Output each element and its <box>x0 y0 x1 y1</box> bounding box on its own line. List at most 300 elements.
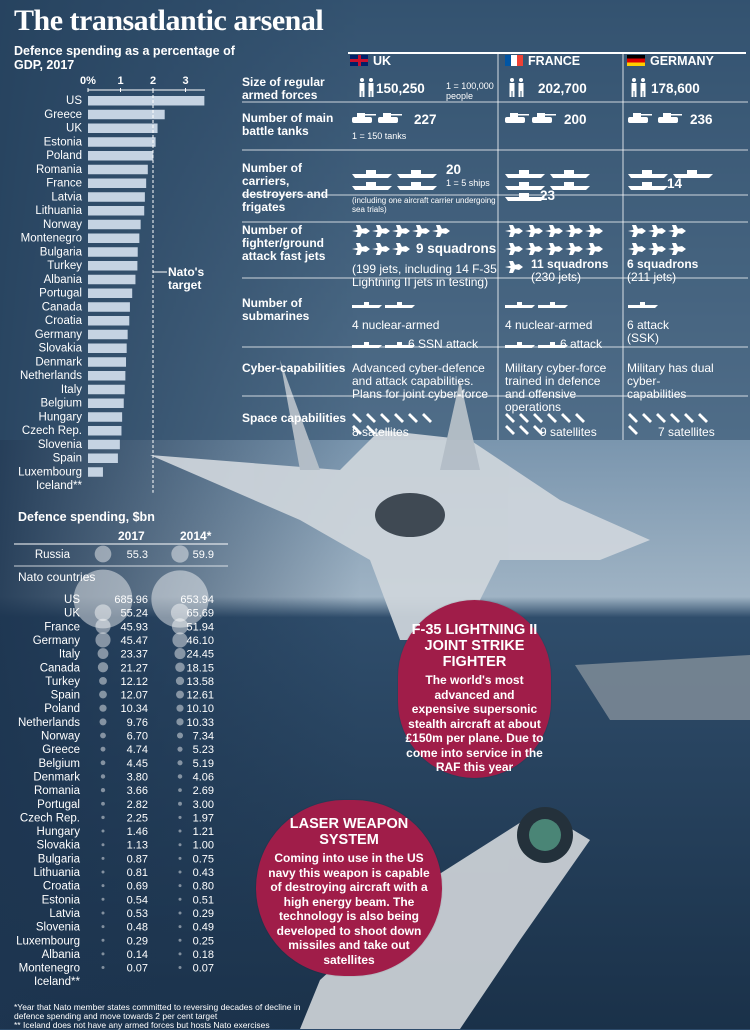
tank-icon <box>658 113 682 123</box>
spend-country: Turkey <box>45 675 80 688</box>
ship-deck <box>366 170 376 174</box>
soldier-leg <box>522 91 524 97</box>
spend-value-2017: 0.07 <box>126 962 148 975</box>
de-subs-a: 6 attack <box>627 318 670 332</box>
spend-value-2014: 13.58 <box>186 675 214 688</box>
jet-icon <box>372 243 390 255</box>
spend-value-2014: 12.61 <box>186 689 214 702</box>
gdp-bar <box>88 192 145 202</box>
spend-table-row <box>42 949 214 961</box>
uk-forces: 150,250 <box>376 81 425 96</box>
de-space: 7 satellites <box>658 425 715 439</box>
ship-icon <box>628 170 668 178</box>
laser-title: LASER WEAPON SYSTEM <box>289 816 409 848</box>
ship-hull <box>505 174 545 178</box>
jet-icon <box>545 225 563 237</box>
ship-deck <box>642 170 652 174</box>
soldier-body <box>360 83 365 91</box>
ship-deck <box>642 182 652 186</box>
spend-value-2014: 0.18 <box>192 948 214 961</box>
submarine-icon <box>352 342 382 348</box>
submarine-icon <box>628 302 658 308</box>
gdp-bar <box>88 302 130 312</box>
spend-country: Albania <box>41 948 80 961</box>
spend-country: Slovakia <box>36 839 80 852</box>
soldier-body <box>641 83 646 91</box>
jet-icon <box>648 243 666 255</box>
gdp-bar <box>88 234 139 244</box>
spend-bubble-2014 <box>178 802 182 806</box>
spend-bubble-2014 <box>179 857 182 860</box>
spend-value-2017: 1.46 <box>126 826 148 839</box>
spend-table-row <box>59 649 214 661</box>
spend-bubble-2017 <box>101 788 105 792</box>
ship-icon <box>352 170 392 178</box>
jet-icon <box>412 225 430 237</box>
spend-country: Montenegro <box>18 962 80 975</box>
spend-country: Norway <box>41 730 80 743</box>
gdp-x-tick: 0% <box>80 75 96 87</box>
gdp-category-label: Spain <box>52 452 82 465</box>
gdp-category-label: Netherlands <box>19 370 82 382</box>
spend-value-2014: 10.33 <box>186 716 214 729</box>
spend-bubble-2017 <box>102 857 105 860</box>
spend-value-2014: 5.23 <box>192 744 214 757</box>
jet-icon <box>648 225 666 237</box>
label-ships: Number of carriers, destroyers and frigates <box>242 161 329 214</box>
soldier-head <box>632 78 636 82</box>
spend-value-2017: 0.87 <box>126 853 148 866</box>
soldier-head <box>510 78 514 82</box>
soldier-leg <box>641 91 643 97</box>
gdp-bar <box>88 151 153 161</box>
spend-country: Netherlands <box>17 716 80 729</box>
gdp-category-label: Iceland** <box>35 480 82 492</box>
gdp-bar <box>88 454 118 464</box>
fr-subs-b: 6 attack <box>560 337 603 351</box>
satellite-icon <box>380 413 390 423</box>
ship-hull <box>505 186 545 190</box>
soldier-head <box>641 78 645 82</box>
spend-bubble-2017 <box>99 691 107 699</box>
tank-turret <box>663 113 671 117</box>
ship-icon <box>397 170 437 178</box>
spend-bubble-2014 <box>178 788 182 792</box>
jet-icon <box>392 225 410 237</box>
uk-cyber: Advanced cyber-defence and attack capabilities. Plans for joint cyber-force <box>352 361 489 401</box>
ship-deck <box>564 182 574 186</box>
spend-bubble-2017 <box>102 966 105 969</box>
spend-bubble-2014 <box>172 632 187 647</box>
spend-country: Iceland** <box>33 976 80 989</box>
gdp-category-label: France <box>46 177 82 190</box>
tank-icon <box>628 113 652 123</box>
jet-icon <box>628 225 646 237</box>
gdp-category-label: Albania <box>43 273 82 286</box>
ship-deck <box>411 170 421 174</box>
tank-body <box>628 117 648 123</box>
russia-bubble-2017 <box>95 546 112 563</box>
spend-bubble-2014 <box>178 774 183 779</box>
spend-value-2017: 3.66 <box>126 785 148 798</box>
gdp-category-label: Germany <box>34 328 82 341</box>
spend-table-row <box>33 867 214 879</box>
spend-table-row <box>37 826 214 838</box>
spend-country: Croatia <box>42 880 80 893</box>
soldier-leg <box>632 91 634 97</box>
spending-table <box>0 540 240 1000</box>
ship-icon <box>550 170 590 178</box>
tank-turret <box>537 113 545 117</box>
soldier-leg <box>372 91 374 97</box>
spend-bubble-2014 <box>177 747 182 752</box>
ships-key: 1 = 5 ships <box>446 178 490 188</box>
spend-bubble-2017 <box>98 648 109 659</box>
spend-table-row <box>19 963 214 975</box>
spend-bubble-2014 <box>179 830 182 833</box>
jet-icon <box>628 243 646 255</box>
uk-ships-note: (including one aircraft carrier undergoing sea trials) <box>352 196 496 214</box>
spend-bubble-2017 <box>102 843 105 846</box>
soldier-leg <box>369 91 371 97</box>
spend-value-2017: 6.70 <box>126 730 148 743</box>
spend-value-2014: 0.29 <box>192 907 214 920</box>
spend-country: Bulgaria <box>37 853 80 866</box>
jet-icon <box>585 225 603 237</box>
satellite-icon <box>422 413 432 423</box>
spend-bubble-2017 <box>99 677 107 685</box>
tank-body <box>505 117 525 123</box>
label-armed-forces: Size of regular armed forces <box>242 75 325 102</box>
f35-callout <box>398 600 551 778</box>
satellite-icon <box>698 413 708 423</box>
spend-bubble-2014 <box>175 662 185 672</box>
gdp-bar <box>88 316 129 326</box>
spend-bubble-2017 <box>102 884 105 887</box>
footnote-2: ** Iceland does not have any armed forces but hosts Nato exercises <box>14 1020 270 1030</box>
spend-bubble-2017 <box>95 632 110 647</box>
gdp-bar <box>88 96 204 106</box>
fr-tanks: 200 <box>564 112 587 127</box>
germany-label: GERMANY <box>650 54 714 68</box>
spend-table-row <box>16 935 214 947</box>
footnotes <box>14 1003 304 1030</box>
jet-icon <box>668 225 686 237</box>
gdp-bar <box>88 371 125 381</box>
jet-icon <box>372 225 390 237</box>
tank-turret <box>510 113 518 117</box>
laser-text: Coming into use in the US navy this weapon is capable of destroying aircraft with a high energy beam. The technology is also being developed to shoot down missiles and take out satellites <box>268 851 430 967</box>
spend-bubble-2014 <box>177 760 182 765</box>
gdp-x-tick: 1 <box>117 75 124 87</box>
gdp-bar <box>88 289 132 299</box>
de-jets-squadrons: 6 squadrons <box>627 257 699 271</box>
spend-table-row <box>37 799 214 811</box>
satellite-icon <box>519 425 529 435</box>
gdp-category-label: Bulgaria <box>39 246 82 259</box>
label-cyber: Cyber-capabilities <box>242 361 346 375</box>
spend-bubble-2017 <box>102 925 105 928</box>
spend-bubble-2014 <box>176 705 183 712</box>
ship-hull <box>397 186 437 190</box>
spend-bubble-2014 <box>176 677 184 685</box>
ship-icon <box>352 182 392 190</box>
ship-icon <box>628 182 668 190</box>
gdp-category-label: Czech Rep. <box>21 425 82 437</box>
ship-icon <box>550 182 590 190</box>
gdp-chart-heading: Defence spending as a percentage of GDP, 2017 <box>14 44 235 72</box>
spend-bubble-2014 <box>177 732 183 738</box>
spend-value-2017: 55.24 <box>120 607 148 620</box>
spend-value-2017: 0.53 <box>126 907 148 920</box>
tank-gun <box>518 114 529 116</box>
spend-bubble-2017 <box>100 733 106 739</box>
gdp-bar <box>88 124 158 134</box>
spend-country: Greece <box>42 744 80 757</box>
satellite-icon <box>519 413 529 423</box>
uk-label: UK <box>373 54 392 68</box>
tank-icon <box>532 113 556 123</box>
spend-country: Canada <box>39 662 80 675</box>
spend-table-row <box>18 717 214 729</box>
gdp-bar <box>88 344 127 354</box>
jet-icon <box>505 225 523 237</box>
uk-tanks: 227 <box>414 112 437 127</box>
spend-table-row <box>51 690 214 702</box>
spend-value-2014: 46.10 <box>186 634 214 647</box>
ship-icon <box>505 193 545 201</box>
ship-hull <box>550 186 590 190</box>
tank-gun <box>641 114 652 116</box>
tank-gun <box>365 114 376 116</box>
spend-value-2017: 3.80 <box>126 771 148 784</box>
spend-bubble-2017 <box>100 718 107 725</box>
spend-bubble-2014 <box>179 871 182 874</box>
satellite-icon <box>628 425 638 435</box>
gdp-category-label: Turkey <box>47 260 82 272</box>
russia-label: Russia <box>34 549 70 561</box>
de-subs-b: (SSK) <box>627 331 660 345</box>
spend-value-2014: 51.94 <box>186 621 214 634</box>
spend-value-2014: 0.43 <box>192 867 214 879</box>
de-tanks: 236 <box>690 112 713 127</box>
soldier-leg <box>513 91 515 97</box>
satellite-icon <box>670 413 680 423</box>
spend-bubble-2017 <box>102 952 105 955</box>
spend-table-row <box>42 744 214 756</box>
spend-table-row <box>34 785 214 797</box>
spend-value-2014: 1.21 <box>192 826 214 839</box>
footnote-1: *Year that Nato member states committed to reversing decades of decline in defence spending and move towards 2 per cent target <box>14 1002 301 1021</box>
spend-table-row <box>44 703 214 715</box>
col-2017: 2017 <box>118 529 145 543</box>
spend-country: Hungary <box>36 826 80 839</box>
label-space: Space capabilities <box>242 411 347 425</box>
soldier-leg <box>360 91 362 97</box>
spend-table-row <box>49 908 214 920</box>
spend-value-2017: 45.47 <box>120 634 148 647</box>
spend-value-2017: 685.96 <box>114 594 148 606</box>
spend-value-2014: 24.45 <box>186 648 214 661</box>
soldier-icon <box>360 78 365 97</box>
spend-value-2014: 0.75 <box>192 853 214 866</box>
spend-country: France <box>44 621 80 634</box>
spend-value-2017: 2.82 <box>126 798 148 811</box>
de-jets <box>627 258 742 284</box>
gdp-category-label: Estonia <box>43 136 82 149</box>
spend-value-2014: 0.80 <box>192 880 214 893</box>
spend-value-2017: 2.25 <box>126 812 148 825</box>
satellite-icon <box>561 413 571 423</box>
spend-country: Italy <box>58 648 80 661</box>
f35-title: F-35 LIGHTNING II JOINT STRIKE FIGHTER <box>411 622 538 670</box>
gdp-bar <box>88 206 144 216</box>
spend-table-row <box>42 894 214 906</box>
jet-icon <box>565 225 583 237</box>
tank-body <box>532 117 552 123</box>
spend-bubble-2017 <box>101 816 104 819</box>
soldier-leg <box>635 91 637 97</box>
soldier-body <box>510 83 515 91</box>
ship-hull <box>352 186 392 190</box>
label-subs: Number of submarines <box>242 296 310 323</box>
jet-icon <box>352 225 370 237</box>
tank-gun <box>545 114 556 116</box>
spend-table-row <box>38 853 214 865</box>
spend-table-row <box>43 881 214 893</box>
ship-hull <box>628 186 668 190</box>
submarine-icon <box>352 302 382 308</box>
jet-icon <box>432 225 450 237</box>
spend-country: Estonia <box>41 894 80 907</box>
spend-value-2017: 21.27 <box>120 662 148 675</box>
gdp-category-label: Hungary <box>38 411 82 424</box>
gdp-bar <box>88 467 103 477</box>
russia-bubble-2014 <box>171 545 188 562</box>
spend-bubble-2014 <box>179 939 182 942</box>
uk-subs-a: 4 nuclear-armed <box>352 318 440 332</box>
satellite-icon <box>352 413 362 423</box>
satellite-icon <box>505 413 515 423</box>
ship-hull <box>397 174 437 178</box>
spend-table-row <box>41 731 214 743</box>
gdp-bar <box>88 440 120 450</box>
soldier-leg <box>510 91 512 97</box>
tank-icon <box>505 113 529 123</box>
soldier-head <box>360 78 364 82</box>
spend-value-2017: 45.93 <box>120 621 148 634</box>
gdp-bar <box>88 179 146 189</box>
tank-turret <box>633 113 641 117</box>
gdp-category-label: Montenegro <box>20 232 82 245</box>
nato-countries-label: Nato countries <box>18 570 96 584</box>
tank-body <box>378 117 398 123</box>
uk-jets: 9 squadrons <box>416 241 497 256</box>
tanks-key: 1 = 150 tanks <box>352 131 407 141</box>
de-cyber: Military has dual cyber-capabilities <box>627 361 714 401</box>
de-forces: 178,600 <box>651 81 700 96</box>
spend-value-2014: 3.00 <box>192 798 214 811</box>
label-tanks: Number of main battle tanks <box>242 111 334 138</box>
gdp-bar <box>88 399 124 409</box>
spend-value-2017: 0.14 <box>126 948 148 961</box>
gdp-bar <box>88 385 125 395</box>
satellite-icon <box>575 413 585 423</box>
spend-value-2017: 4.74 <box>126 744 148 757</box>
fr-jets-note: (230 jets) <box>531 270 582 284</box>
satellite-icon <box>684 413 694 423</box>
col-2014: 2014* <box>180 529 212 543</box>
fr-jets <box>531 258 621 284</box>
uk-subs-b: 6 SSN attack <box>408 337 479 351</box>
spend-value-2014: 1.97 <box>192 812 214 825</box>
soldier-body <box>369 83 374 91</box>
spend-bubble-2014 <box>176 718 183 725</box>
ship-deck <box>519 170 529 174</box>
spend-table-row <box>20 812 214 824</box>
nato-target-label: Nato's target <box>168 265 205 292</box>
spend-value-2014: 65.69 <box>186 607 214 620</box>
france-label: FRANCE <box>528 54 581 68</box>
gdp-category-label: Belgium <box>40 397 82 410</box>
tank-gun <box>671 114 682 116</box>
ship-deck <box>411 182 421 186</box>
ship-deck <box>564 170 574 174</box>
ship-hull <box>628 174 668 178</box>
gdp-bar <box>88 261 137 271</box>
gdp-category-label: Slovakia <box>38 342 82 355</box>
gdp-category-label: Romania <box>35 163 82 176</box>
jet-icon <box>505 261 523 273</box>
spend-bubble-2017 <box>102 939 105 942</box>
spend-value-2014: 0.07 <box>192 962 214 975</box>
soldier-leg <box>644 91 646 97</box>
submarine-icon <box>538 302 568 308</box>
gdp-category-label: Lithuania <box>35 205 82 217</box>
spend-bubble-2014 <box>179 952 182 955</box>
spend-bubble-2017 <box>102 871 105 874</box>
spend-table-row <box>45 676 214 688</box>
jet-icon <box>525 243 543 255</box>
gdp-category-label: Latvia <box>51 191 82 204</box>
spend-country: Germany <box>32 634 80 647</box>
russia-2014: 59.9 <box>192 549 214 561</box>
spend-bubble-2014 <box>174 648 185 659</box>
gdp-category-label: Slovenia <box>37 438 82 451</box>
spend-country: Denmark <box>33 771 80 784</box>
spend-value-2014: 1.00 <box>192 839 214 852</box>
spend-bubble-2017 <box>101 747 106 752</box>
spend-value-2014: 653.94 <box>180 594 214 606</box>
satellite-icon <box>642 413 652 423</box>
ship-icon <box>505 182 545 190</box>
spend-country: Spain <box>50 689 80 702</box>
gdp-category-label: Luxembourg <box>18 466 82 479</box>
spend-country: UK <box>64 607 80 620</box>
spend-value-2014: 10.10 <box>186 703 214 716</box>
fr-forces: 202,700 <box>538 81 587 96</box>
spend-bubble-2014 <box>179 898 182 901</box>
spend-bubble-2014 <box>172 618 188 634</box>
ship-hull <box>550 174 590 178</box>
gdp-bar <box>88 137 156 147</box>
ship-deck <box>687 170 697 174</box>
spend-value-2014: 5.19 <box>192 757 214 770</box>
ship-deck <box>519 193 529 197</box>
satellite-icon <box>366 413 376 423</box>
soldier-head <box>519 78 523 82</box>
fr-ships: 23 <box>540 188 556 203</box>
